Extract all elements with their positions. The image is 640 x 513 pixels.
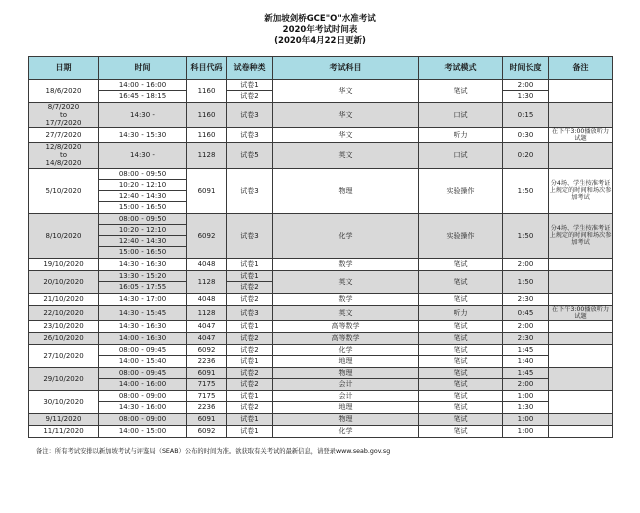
- cell-duration: 1:00: [503, 413, 549, 425]
- cell-exam-mode-line: 笔试: [419, 368, 502, 379]
- cell-time-line: 12:40 - 14:30: [99, 236, 186, 247]
- cell-subject-code-line: 2236: [197, 356, 216, 365]
- cell-time-line: 08:00 - 09:45: [99, 345, 186, 356]
- cell-paper-type: [227, 390, 273, 413]
- cell-paper-type-line: 试卷2: [240, 282, 259, 291]
- cell-duration-line: 2:00: [503, 80, 548, 91]
- cell-duration: 1:50: [503, 168, 549, 213]
- date-line: 8/7/2020: [47, 103, 80, 111]
- cell-duration-line: 1:40: [517, 356, 534, 365]
- cell-exam-mode: [419, 367, 503, 390]
- cell-exam-mode-line: 笔试: [453, 402, 468, 411]
- cell-time: 14:30 -: [99, 103, 187, 128]
- cell-time: [99, 344, 187, 367]
- cell-duration-line: 1:45: [503, 368, 548, 379]
- cell-paper-type: 试卷3: [227, 103, 273, 128]
- cell-paper-type-line: 试卷2: [240, 92, 259, 100]
- cell-paper-type: 试卷1: [227, 320, 273, 332]
- table-row: [29, 293, 613, 305]
- cell-date: [29, 305, 99, 320]
- cell-exam-mode: 笔试: [419, 332, 503, 344]
- cell-exam-mode: 笔试: [419, 80, 503, 103]
- col-header-duration: 时间长度: [503, 57, 549, 80]
- cell-exam-subject: [273, 390, 419, 413]
- cell-date: [29, 213, 99, 258]
- cell-date: [29, 367, 99, 390]
- cell-time-line: 08:00 - 09:00: [99, 391, 186, 402]
- cell-duration: 0:45: [503, 305, 549, 320]
- cell-exam-subject: 物理: [273, 413, 419, 425]
- cell-exam-mode: 实验操作: [419, 213, 503, 258]
- col-header-subject-code: 科目代码: [187, 57, 227, 80]
- cell-duration: 1:50: [503, 270, 549, 293]
- cell-exam-subject: 化学: [273, 213, 419, 258]
- cell-exam-subject: 数学: [273, 293, 419, 305]
- cell-time: [99, 213, 187, 258]
- table-row: [29, 143, 613, 168]
- cell-exam-subject: 华文: [273, 128, 419, 143]
- cell-remark: 分4场、学生按准考证上规定的时间和场次参加考试: [549, 168, 613, 213]
- cell-date: [29, 332, 99, 344]
- cell-remark: [549, 258, 613, 270]
- cell-date: [29, 258, 99, 270]
- table-row: [29, 168, 613, 213]
- col-header-date: 日期: [29, 57, 99, 80]
- cell-time-line: 08:00 - 09:45: [99, 368, 186, 379]
- cell-subject-code: 1160: [187, 128, 227, 143]
- cell-exam-subject-line: 化学: [273, 345, 418, 356]
- cell-date: [29, 293, 99, 305]
- table-header: [29, 57, 613, 80]
- cell-subject-code: 4048: [187, 258, 227, 270]
- cell-subject-code: 6092: [187, 213, 227, 258]
- cell-remark: [549, 103, 613, 128]
- cell-time: 14:30 - 16:30: [99, 258, 187, 270]
- cell-subject-code: [187, 344, 227, 367]
- cell-subject-code: [187, 367, 227, 390]
- cell-exam-mode: 笔试: [419, 425, 503, 437]
- cell-paper-type-line: 试卷2: [240, 402, 259, 411]
- cell-remark: [549, 143, 613, 168]
- cell-remark: 分4场、学生按准考证上规定的时间和场次参加考试: [549, 213, 613, 258]
- cell-exam-subject: 高等数学: [273, 332, 419, 344]
- timetable-container: [28, 56, 612, 438]
- cell-remark: [549, 390, 613, 413]
- cell-time-line: 14:30 - 16:00: [118, 402, 167, 411]
- table-row: [29, 213, 613, 258]
- cell-paper-type-line: 试卷2: [227, 368, 272, 379]
- title-line-1: 新加坡剑桥GCE"O"水准考试: [264, 14, 376, 24]
- cell-duration: 1:00: [503, 425, 549, 437]
- cell-paper-type: 试卷5: [227, 143, 273, 168]
- cell-paper-type-line: 试卷2: [227, 345, 272, 356]
- cell-paper-type: [227, 80, 273, 103]
- cell-date: [29, 320, 99, 332]
- cell-remark: 在下午3:00播放听力试题: [549, 305, 613, 320]
- cell-subject-code: 4048: [187, 293, 227, 305]
- date-line: 17/7/2020: [45, 119, 82, 128]
- cell-time-line: 13:30 - 15:20: [99, 271, 186, 282]
- cell-paper-type: 试卷2: [227, 332, 273, 344]
- cell-date: [29, 270, 99, 293]
- cell-remark: [549, 270, 613, 293]
- cell-paper-type: 试卷1: [227, 258, 273, 270]
- cell-paper-type-line: 试卷1: [227, 80, 272, 91]
- cell-subject-code: 6092: [187, 425, 227, 437]
- cell-paper-type: 试卷2: [227, 293, 273, 305]
- cell-subject-code-line: 7175: [197, 379, 216, 388]
- cell-time-line: 08:00 - 09:50: [99, 169, 186, 180]
- footer-note: 备注：所有考试安排以新加坡考试与评鉴局（SEAB）公布的时间为准。欲获取有关考试的最新信息，请登录www.seab.gov.sg: [36, 447, 391, 455]
- table-row: [29, 320, 613, 332]
- table-row: [29, 80, 613, 103]
- cell-time-line: 15:00 - 16:50: [118, 247, 167, 256]
- title-line-3: (2020年4月22日更新): [274, 36, 366, 46]
- cell-exam-mode: 听力: [419, 305, 503, 320]
- cell-exam-subject-line: 物理: [273, 368, 418, 379]
- cell-subject-code: 6091: [187, 413, 227, 425]
- cell-exam-mode-line: 笔试: [419, 391, 502, 402]
- table-row: [29, 390, 613, 413]
- cell-duration: 0:30: [503, 128, 549, 143]
- cell-exam-subject: 华文: [273, 80, 419, 103]
- cell-time-line: 14:00 - 16:00: [118, 379, 167, 388]
- cell-remark: [549, 80, 613, 103]
- cell-date: [29, 344, 99, 367]
- cell-paper-type-line: 试卷1: [227, 391, 272, 402]
- cell-subject-code: 4047: [187, 332, 227, 344]
- cell-duration: 2:30: [503, 332, 549, 344]
- table-row: [29, 332, 613, 344]
- cell-exam-subject: 华文: [273, 103, 419, 128]
- date-line: 29/10/2020: [43, 374, 84, 383]
- date-line: 18/6/2020: [45, 86, 82, 95]
- cell-exam-mode: 笔试: [419, 293, 503, 305]
- cell-remark: [549, 367, 613, 390]
- table-body: [29, 80, 613, 438]
- cell-subject-code: [187, 390, 227, 413]
- cell-time: 14:30 - 15:30: [99, 128, 187, 143]
- cell-paper-type-line: 试卷1: [240, 356, 259, 365]
- document-title: [0, 0, 640, 47]
- cell-duration-line: 1:45: [503, 345, 548, 356]
- cell-duration: [503, 80, 549, 103]
- col-header-time: 时间: [99, 57, 187, 80]
- cell-time: 08:00 - 09:00: [99, 413, 187, 425]
- cell-remark: [549, 332, 613, 344]
- col-header-remark: 备注: [549, 57, 613, 80]
- cell-exam-subject: 高等数学: [273, 320, 419, 332]
- cell-date: [29, 143, 99, 168]
- date-line: 26/10/2020: [43, 334, 84, 343]
- cell-exam-mode: [419, 390, 503, 413]
- cell-time-line: 10:20 - 12:10: [99, 225, 186, 236]
- cell-paper-type-line: 试卷1: [227, 271, 272, 282]
- cell-subject-code: 1128: [187, 143, 227, 168]
- cell-subject-code: 1160: [187, 103, 227, 128]
- date-line: 5/10/2020: [45, 186, 82, 195]
- col-header-exam-mode: 考试模式: [419, 57, 503, 80]
- cell-time: 14:30 - 17:00: [99, 293, 187, 305]
- cell-exam-mode: 实验操作: [419, 168, 503, 213]
- cell-duration: [503, 367, 549, 390]
- date-line: 20/10/2020: [43, 277, 84, 286]
- date-line: 27/10/2020: [43, 351, 84, 360]
- cell-exam-mode: 笔试: [419, 413, 503, 425]
- cell-duration: 2:00: [503, 258, 549, 270]
- cell-exam-subject: 化学: [273, 425, 419, 437]
- cell-time-line: 08:00 - 09:50: [99, 214, 186, 225]
- cell-time: 14:00 - 16:30: [99, 332, 187, 344]
- cell-time: 14:30 - 15:45: [99, 305, 187, 320]
- cell-date: [29, 425, 99, 437]
- date-line: 19/10/2020: [43, 260, 84, 268]
- cell-subject-code-line: 6092: [187, 345, 226, 356]
- cell-exam-mode-line: 笔试: [453, 379, 468, 388]
- cell-time: 14:30 -: [99, 143, 187, 168]
- date-line: 30/10/2020: [43, 397, 84, 406]
- cell-subject-code: 4047: [187, 320, 227, 332]
- cell-exam-mode: 笔试: [419, 320, 503, 332]
- cell-remark: [549, 413, 613, 425]
- table-row: [29, 425, 613, 437]
- cell-time-line: 10:20 - 12:10: [99, 180, 186, 191]
- table-row: [29, 413, 613, 425]
- cell-duration: 2:00: [503, 320, 549, 332]
- date-line: to: [59, 111, 68, 120]
- cell-duration: [503, 344, 549, 367]
- cell-time-line: 15:00 - 16:50: [118, 202, 167, 211]
- cell-paper-type: 试卷3: [227, 305, 273, 320]
- cell-exam-mode: 笔试: [419, 270, 503, 293]
- cell-time-line: 16:05 - 17:55: [118, 282, 167, 291]
- cell-exam-subject: 英文: [273, 270, 419, 293]
- cell-paper-type: [227, 270, 273, 293]
- cell-paper-type: 试卷3: [227, 168, 273, 213]
- cell-subject-code-line: 6091: [187, 368, 226, 379]
- cell-date: [29, 413, 99, 425]
- cell-exam-subject-line: 地理: [338, 356, 353, 365]
- cell-duration: 0:15: [503, 103, 549, 128]
- table-row: [29, 367, 613, 390]
- cell-subject-code: 1128: [187, 305, 227, 320]
- cell-subject-code: 1160: [187, 80, 227, 103]
- date-line: 9/11/2020: [45, 415, 82, 424]
- date-line: 27/7/2020: [45, 131, 82, 140]
- cell-subject-code: 1128: [187, 270, 227, 293]
- cell-exam-mode: 口试: [419, 103, 503, 128]
- cell-subject-code-line: 2236: [197, 402, 216, 411]
- cell-exam-subject-line: 会计: [338, 379, 353, 388]
- cell-remark: [549, 344, 613, 367]
- cell-time-line: 16:45 - 18:15: [118, 92, 167, 100]
- cell-date: [29, 168, 99, 213]
- cell-exam-mode: 口试: [419, 143, 503, 168]
- cell-duration-line: 1:00: [503, 391, 548, 402]
- cell-remark: [549, 425, 613, 437]
- date-line: 11/11/2020: [43, 427, 84, 436]
- cell-subject-code: 6091: [187, 168, 227, 213]
- cell-date: [29, 128, 99, 143]
- cell-paper-type: 试卷1: [227, 413, 273, 425]
- cell-duration-line: 1:30: [517, 92, 534, 100]
- cell-time: [99, 270, 187, 293]
- cell-paper-type: 试卷1: [227, 425, 273, 437]
- cell-exam-subject: 英文: [273, 305, 419, 320]
- cell-time-line: 12:40 - 14:30: [99, 191, 186, 202]
- col-header-exam-subject: 考试科目: [273, 57, 419, 80]
- cell-exam-mode: 听力: [419, 128, 503, 143]
- date-line: 8/10/2020: [45, 231, 82, 240]
- cell-paper-type: 试卷3: [227, 128, 273, 143]
- table-row: [29, 103, 613, 128]
- date-line: 14/8/2020: [45, 159, 82, 168]
- cell-time: 14:30 - 16:30: [99, 320, 187, 332]
- cell-exam-subject: [273, 344, 419, 367]
- date-line: to: [59, 151, 68, 160]
- cell-duration: 1:50: [503, 213, 549, 258]
- cell-paper-type-line: 试卷2: [240, 379, 259, 388]
- cell-exam-subject: 物理: [273, 168, 419, 213]
- cell-time: [99, 80, 187, 103]
- cell-exam-mode-line: 笔试: [419, 345, 502, 356]
- date-line: 22/10/2020: [43, 308, 84, 317]
- cell-exam-mode: [419, 344, 503, 367]
- cell-time: [99, 390, 187, 413]
- table-header-row: [29, 57, 613, 80]
- col-header-paper-type: 试卷种类: [227, 57, 273, 80]
- cell-paper-type: [227, 344, 273, 367]
- cell-duration-line: 1:30: [517, 402, 534, 411]
- table-row: [29, 270, 613, 293]
- cell-paper-type: 试卷3: [227, 213, 273, 258]
- cell-time-line: 14:00 - 16:00: [99, 80, 186, 91]
- cell-duration: 2:30: [503, 293, 549, 305]
- cell-exam-mode-line: 笔试: [453, 356, 468, 365]
- cell-date: [29, 80, 99, 103]
- cell-exam-mode: 笔试: [419, 258, 503, 270]
- cell-duration: [503, 390, 549, 413]
- cell-time: 14:00 - 15:00: [99, 425, 187, 437]
- title-line-2: 2020年考试时间表: [282, 25, 358, 35]
- table-row: [29, 128, 613, 143]
- cell-time-line: 14:00 - 15:40: [118, 356, 167, 365]
- cell-remark: 在下午3:00播放听力试题: [549, 128, 613, 143]
- cell-remark: [549, 320, 613, 332]
- table-row: [29, 344, 613, 367]
- cell-exam-subject: 英文: [273, 143, 419, 168]
- date-line: 23/10/2020: [43, 322, 84, 331]
- cell-time: [99, 367, 187, 390]
- date-line: 12/8/2020: [45, 143, 82, 152]
- cell-date: [29, 103, 99, 128]
- cell-subject-code-line: 7175: [187, 391, 226, 402]
- table-row: [29, 258, 613, 270]
- cell-duration-line: 2:00: [517, 379, 534, 388]
- cell-paper-type: [227, 367, 273, 390]
- date-line: 21/10/2020: [43, 295, 84, 303]
- cell-exam-subject: 数学: [273, 258, 419, 270]
- table-row: [29, 305, 613, 320]
- cell-date: [29, 390, 99, 413]
- cell-duration: 0:20: [503, 143, 549, 168]
- cell-exam-subject-line: 会计: [273, 391, 418, 402]
- cell-time: [99, 168, 187, 213]
- exam-schedule-table: [28, 56, 613, 438]
- cell-remark: [549, 293, 613, 305]
- cell-exam-subject: [273, 367, 419, 390]
- cell-exam-subject-line: 地理: [338, 402, 353, 411]
